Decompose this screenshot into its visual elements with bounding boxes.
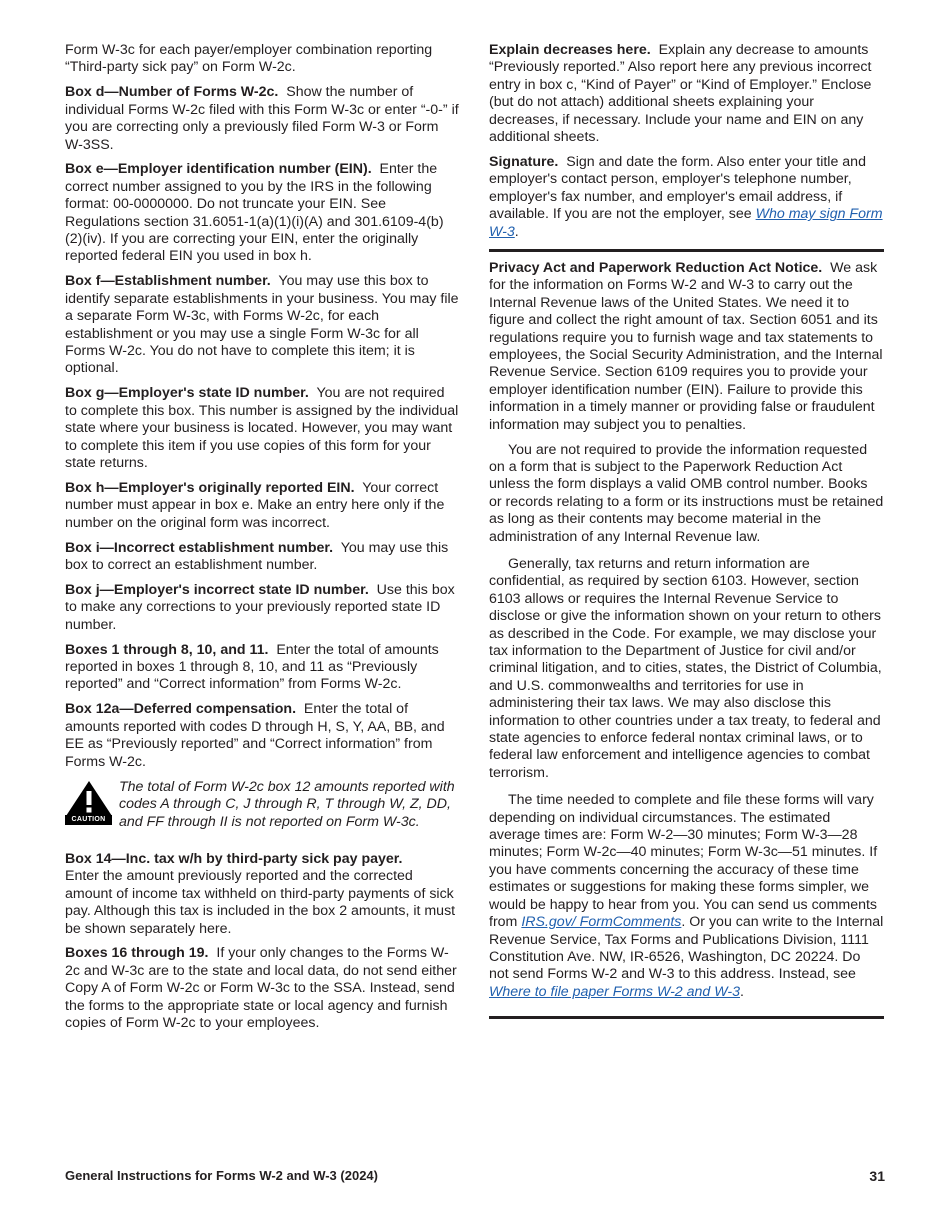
intro-text: Form W-3c for each payer/employer combination reporting “Third-party sick pay” on Form W-2c.	[65, 42, 433, 76]
right-column	[489, 42, 884, 1027]
confidential-paragraph: Generally, tax returns and return information are confidential, as required by section 6103. However, section 6103 allows or requires the Internal Revenue Service to disclose or give the information shown on your return to others as described in the Code. For example, we may disclose your tax information to the Department of Justice for civil and/or criminal litigation, and to cities, states, the District of Columbia, and U.S. commonwealths and territories for use in administering their tax laws. We may also disclose this information to other countries under a tax treaty, to federal and state agencies to enforce federal nontax criminal laws, or to federal law enforcement and intelligence agencies to combat terrorism.	[489, 555, 882, 781]
time-estimate-text-2: . Or you can write to the Internal Revenue Service, Tax Forms and Publications Division, 1111 Constitution Ave. NW, IR-6526, Washington, DC 20224. Do not send Forms W-2 and W-3 to this address. Instead, see	[489, 914, 884, 983]
caution-label: CAUTION	[65, 815, 112, 825]
box-g-body: You are not required to complete this box. This number is assigned by the individual state where your business is located. However, you may want to complete this item if you use copies of this form for your state returns.	[65, 385, 459, 471]
decreases-body: Explain any decrease to amounts “Previously reported.” Also report here any previous incorrect entry in box c, “Kind of Payer” or “Kind of Employer.” Enclose (but do not attach) additional sheets explaining your decreases, if necessary. Include your name and EIN on any additional sheets.	[489, 42, 872, 146]
box-f-body: You may use this box to identify separate establishments in your business. You may file a separate Form W-3c, with Forms W-2c, for each establishment or you may use a single Form W-3c for all Forms W-2c. You do not have to complete this item; it is optional.	[65, 273, 459, 377]
time-estimate-end: .	[740, 983, 744, 1000]
box-i-body: You may use this box to correct an establishment number.	[65, 539, 449, 573]
box-h-section	[65, 480, 460, 532]
warning-triangle-icon	[65, 780, 113, 816]
box-j-section	[65, 582, 460, 634]
decreases-heading: Explain decreases here.	[489, 42, 651, 58]
box-h-heading: Box h—Employer's originally reported EIN.	[65, 479, 355, 496]
decreases-section	[489, 42, 884, 146]
where-to-file-link[interactable]: Where to file paper Forms W-2 and W-3	[489, 983, 740, 1000]
privacy-body: We ask for the information on Forms W-2 and W-3 to carry out the Internal Revenue laws of the United States. We need it to figure and collect the right amount of tax. Section 6051 and its regulations require you to furnish wage and tax statements to employees, the Social Security Administration, and the Internal Revenue Service. Section 6109 requires you to provide your employer identification number (EIN). Failure to provide this information in a timely manner or providing false or fraudulent information may subject you to penalties.	[489, 259, 883, 433]
box-e-heading: Box e—Employer identification number (EIN).	[65, 161, 372, 178]
box-d-heading: Box d—Number of Forms W-2c.	[65, 84, 279, 101]
box-12a-section	[65, 701, 460, 771]
signature-heading: Signature.	[489, 153, 559, 170]
box-j-heading: Box j—Employer's incorrect state ID number.	[65, 581, 369, 598]
box-14-section	[65, 851, 460, 938]
box-e-body: Enter the correct number assigned to you by the IRS in the following format: 00-0000000. Do not truncate your EIN. See Regulations section 31.6051-1(a)(1)(i)(A) and 301.6109-4(b)(2)(iv). If you are correcting your EIN, enter the originally reported federal EIN you used in box h.	[65, 161, 444, 265]
caution-warning-icon	[65, 780, 113, 826]
privacy-heading: Privacy Act and Paperwork Reduction Act Notice.	[489, 259, 823, 276]
box-i-heading: Box i—Incorrect establishment number.	[65, 539, 334, 556]
box-e-section	[65, 161, 460, 265]
end-divider	[489, 1016, 884, 1019]
box-g-heading: Box g—Employer's state ID number.	[65, 385, 309, 402]
box-i-section	[65, 540, 460, 575]
boxes-16-19-heading: Boxes 16 through 19.	[65, 945, 209, 962]
box-14-body: Enter the amount previously reported and the corrected amount of income tax withheld on third-party payments of sick pay. Although this tax is included in the box 2 amounts, it must be shown separately here.	[65, 868, 456, 937]
footer-title: General Instructions for Forms W-2 and W-3 (2024)	[65, 1168, 378, 1183]
caution-note	[65, 779, 460, 839]
signature-body: Sign and date the form. Also enter your title and employer's contact person, employer's telephone number, employer's fax number, and employer's email address, if available. If you are not the employer, see	[489, 153, 866, 223]
time-estimate-paragraph	[489, 792, 884, 1001]
boxes-16-19-body: If your only changes to the Forms W-2c and W-3c are to the state and local data, do not send either Copy A of Form W-2c or Form W-3c to the SSA. Instead, send the forms to the appropriate state or local agency and furnish copies of Form W-2c to your employees.	[65, 945, 457, 1032]
left-column	[65, 42, 460, 1040]
box-j-body: Use this box to make any corrections to your previously reported state ID number.	[65, 581, 455, 633]
boxes-16-19-section	[65, 945, 460, 1032]
signature-end: .	[514, 223, 519, 240]
box-d-section	[65, 84, 460, 154]
signature-section	[489, 154, 884, 241]
irs-comments-link[interactable]: IRS.gov/ FormComments	[521, 914, 682, 931]
box-12a-heading: Box 12a—Deferred compensation.	[65, 701, 297, 718]
box-h-body: Your correct number must appear in box e. Make an entry here only if the number on the original form was incorrect.	[65, 479, 445, 531]
boxes-1-11-body: Enter the total of amounts reported in boxes 1 through 8, 10, and 11 as “Previously reported” and “Correct information” from Forms W-2c.	[65, 641, 439, 693]
intro-paragraph	[65, 42, 460, 77]
box-14-heading: Box 14—Inc. tax w/h by third-party sick pay payer.	[65, 850, 403, 867]
page-number: 31	[869, 1168, 885, 1184]
box-f-heading: Box f—Establishment number.	[65, 273, 271, 290]
box-f-section	[65, 273, 460, 377]
time-estimate-text: The time needed to complete and file these forms will vary depending on individual circumstances. The estimated average times are: Form W-2—30 minutes; Form W-3—28 minutes; Form W-2c—40 minutes; Form W-3c—51 minutes. If you have comments concerning the accuracy of these time estimates or suggestions for making these forms simpler, we would be happy to hear from you. You can send us comments from	[489, 792, 878, 931]
caution-text: The total of Form W-2c box 12 amounts reported with codes A through C, J through R, T through W, Z, DD, and FF through II is not reported on Form W-3c.	[119, 778, 455, 830]
boxes-1-11-heading: Boxes 1 through 8, 10, and 11.	[65, 641, 269, 658]
not-required-paragraph: You are not required to provide the information requested on a form that is subject to the Paperwork Reduction Act unless the form displays a valid OMB control number. Books or records relating to a form or its instructions must be retained as long as their contents may become material in the administration of any Internal Revenue law.	[489, 441, 884, 545]
who-may-sign-link[interactable]: Who may sign Form W-3	[489, 206, 883, 240]
box-d-body: Show the number of individual Forms W-2c filed with this Form W-3c or enter “-0-” if you are correcting only a previously filed Form W-3 or Form W-3SS.	[65, 84, 459, 153]
box-12a-body: Enter the total of amounts reported with codes D through H, S, Y, AA, BB, and EE as “Previously reported” and “Correct information” from Forms W-2c.	[65, 701, 445, 770]
boxes-1-11-section	[65, 642, 460, 694]
privacy-section	[489, 260, 884, 434]
section-divider	[489, 249, 884, 252]
box-g-section	[65, 385, 460, 472]
